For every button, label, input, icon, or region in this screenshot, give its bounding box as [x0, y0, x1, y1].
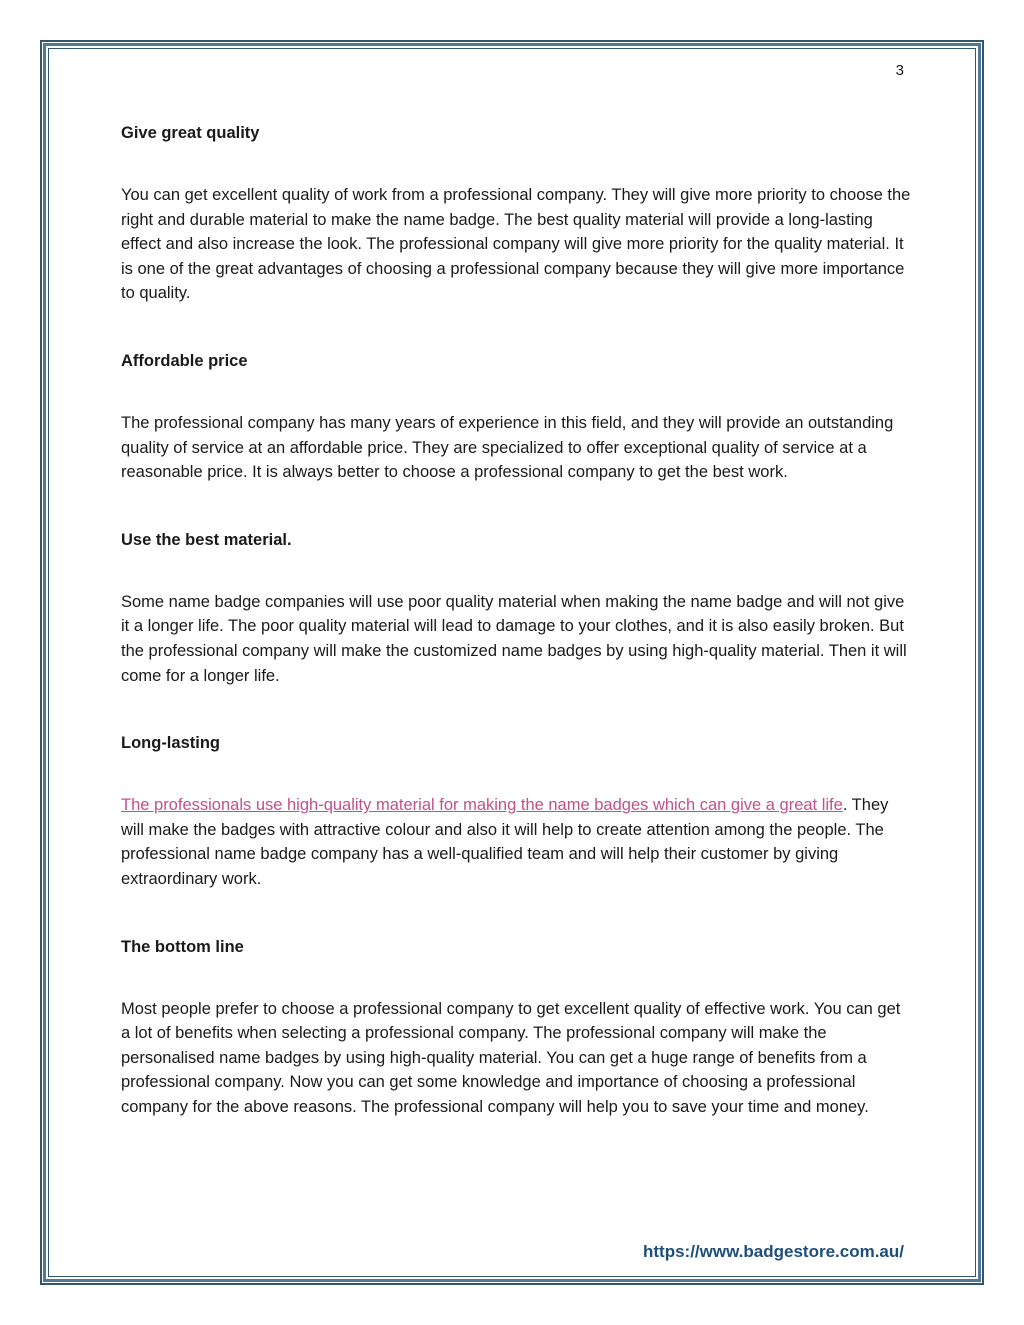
section-body: Most people prefer to choose a professional company to get excellent quality of effective work. You can get a lot of benefits when selecting a professional company. The professional company will make the personalised name badges by using high-quality material. You can get a huge range of benefits from a professional company. Now you can get some knowledge and importance of choosing a professional company for the above reasons. The professional company will help you to save your time and money. [121, 999, 901, 1116]
section-long-lasting [121, 728, 911, 891]
section-heading: Use the best material. [121, 530, 292, 549]
section-body: You can get excellent quality of work from a professional company. They will give more priority to choose the right and durable material to make the name badge. The best quality material will provide a long-lasting effect and also increase the look. The professional company will give more priority for the quality material. It is one of the great advantages of choosing a professional company because they will give more importance to quality. [121, 186, 911, 303]
page-number: 3 [895, 62, 904, 79]
section-affordable-price [121, 346, 911, 485]
section-bottom-line [121, 932, 911, 1120]
section-heading: The bottom line [121, 937, 244, 956]
section-body: The professional company has many years of experience in this field, and they will provide an outstanding quality of service at an affordable price. They are specialized to offer exceptional quality of service at a reasonable price. It is always better to choose a professional company to get the best work. [121, 413, 894, 482]
section-body: Some name badge companies will use poor quality material when making the name badge and will not give it a longer life. The poor quality material will lead to damage to your clothes, and it is also easily broken. But the professional company will make the customized name badges by using high-quality material. Then it will come for a longer life. [121, 592, 907, 685]
section-heading: Give great quality [121, 124, 260, 142]
inline-link[interactable]: The professionals use high-quality material for making the name badges which can give a great life [121, 796, 843, 815]
document-content [121, 118, 911, 1159]
footer-url-link[interactable]: https://www.badgestore.com.au/ [642, 1242, 904, 1261]
section-body [121, 793, 911, 891]
section-body-text: . They will make the badges with attractive colour and also it will help to create attention among the people. The professional name badge company has a well-qualified team and will help their customer by giving extraordinary work. [121, 796, 889, 888]
section-use-best-material [121, 525, 911, 688]
section-heading: Affordable price [121, 351, 248, 370]
section-give-great-quality [121, 118, 911, 306]
section-heading: Long-lasting [121, 734, 220, 753]
